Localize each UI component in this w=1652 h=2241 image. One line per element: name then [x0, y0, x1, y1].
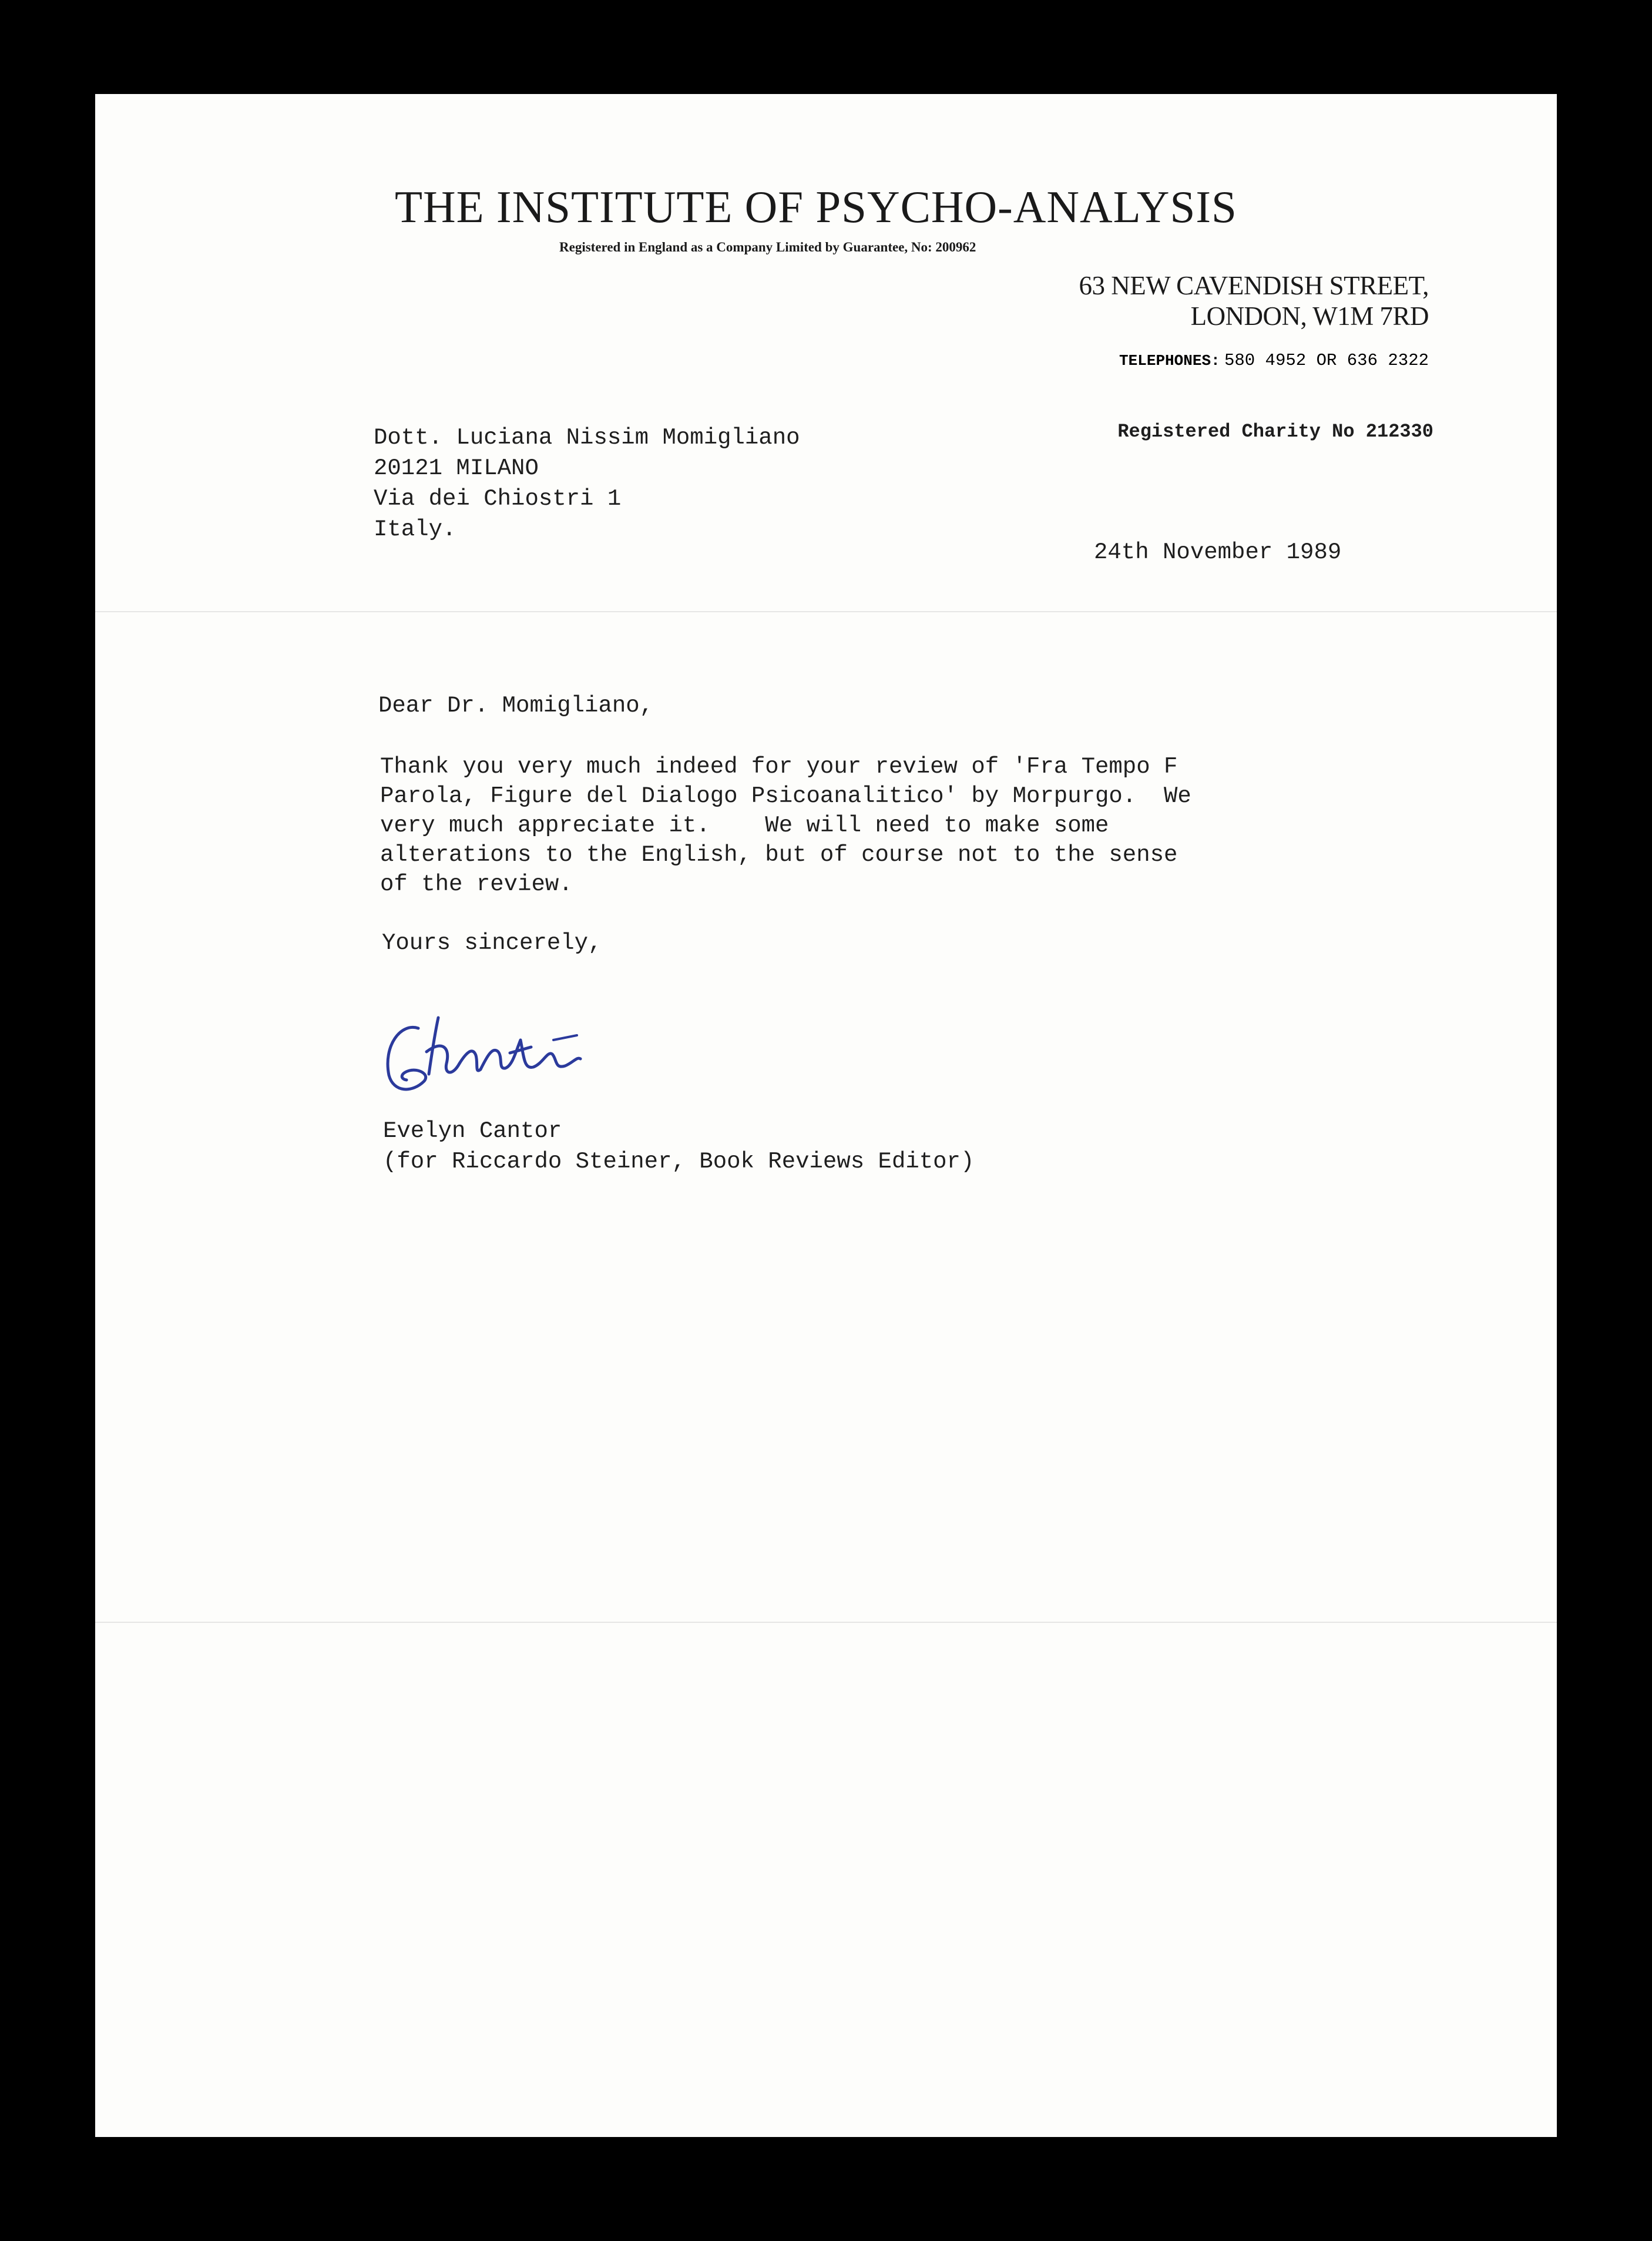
telephones: [1119, 350, 1429, 370]
closing: Yours sincerely,: [382, 930, 602, 956]
telephones-numbers: 580 4952 OR 636 2322: [1224, 351, 1429, 370]
letter-sheet: [95, 94, 1557, 2137]
charity-number: Registered Charity No 212330: [1117, 421, 1433, 442]
body-line-1: Thank you very much indeed for your review of 'Fra Tempo F: [380, 754, 1178, 780]
telephones-label: TELEPHONES:: [1119, 352, 1220, 370]
recipient-line-1: Dott. Luciana Nissim Momigliano: [374, 425, 800, 451]
registration-line: Registered in England as a Company Limited by Guarantee, No: 200962: [559, 240, 976, 254]
organization-title: THE INSTITUTE OF PSYCHO-ANALYSIS: [395, 182, 1237, 232]
handwritten-signature: [377, 1005, 612, 1111]
letter-date: 24th November 1989: [1094, 539, 1342, 565]
fold-line-lower: [95, 1622, 1557, 1623]
body-paragraph: [380, 752, 1191, 899]
body-line-2: Parola, Figure del Dialogo Psicoanalitico' by Morpurgo. We: [380, 783, 1191, 809]
address-line-1: 63 NEW CAVENDISH STREET,: [1079, 271, 1429, 300]
body-line-5: of the review.: [380, 871, 573, 897]
fold-line-upper: [95, 611, 1557, 612]
body-line-3: very much appreciate it. We will need to make some: [380, 813, 1109, 838]
recipient-line-2: 20121 MILANO: [374, 455, 539, 481]
address-line-2: LONDON, W1M 7RD: [1190, 301, 1429, 331]
recipient-line-4: Italy.: [374, 516, 456, 542]
body-line-4: alterations to the English, but of course not to the sense: [380, 842, 1178, 868]
salutation: Dear Dr. Momigliano,: [378, 693, 654, 719]
recipient-line-3: Via dei Chiostri 1: [374, 486, 622, 512]
signer-role: (for Riccardo Steiner, Book Reviews Editor): [383, 1149, 975, 1175]
signer-name: Evelyn Cantor: [383, 1118, 562, 1144]
